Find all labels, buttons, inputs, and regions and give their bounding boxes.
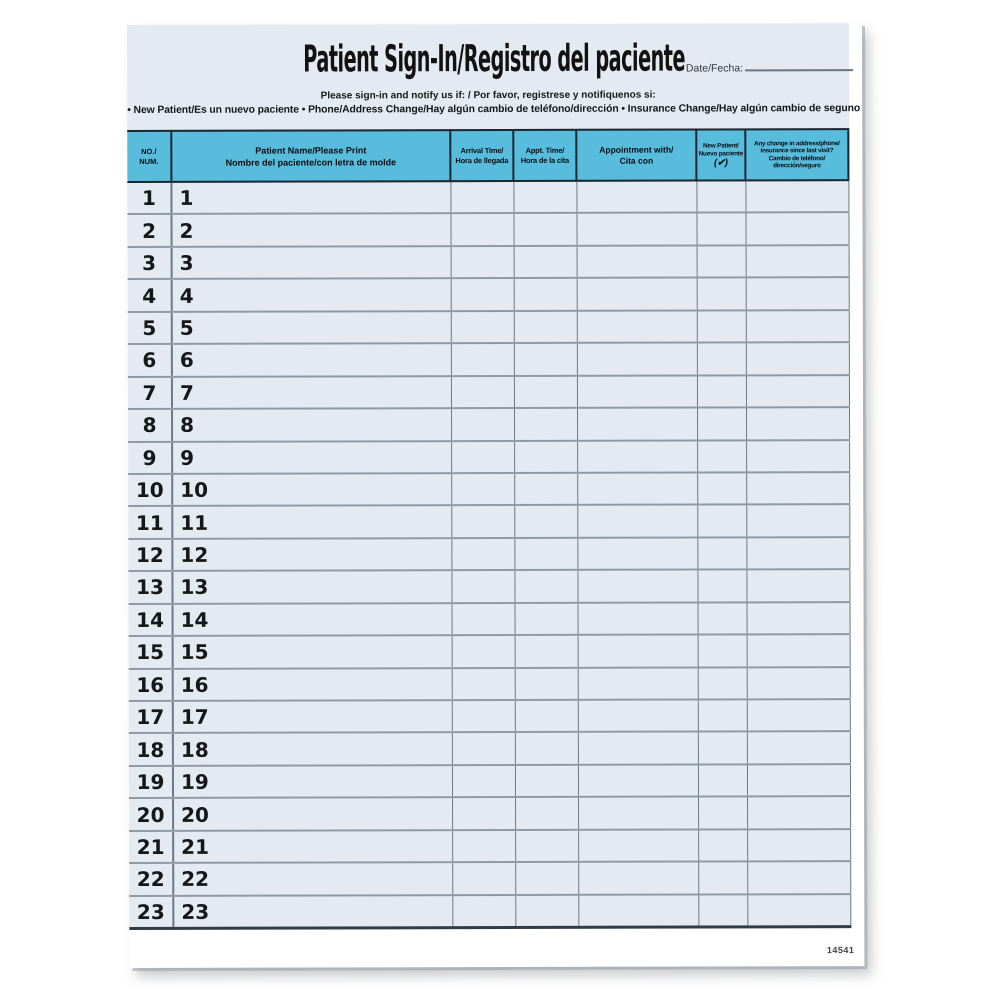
patient-sign-in-sheet	[127, 23, 864, 968]
column-header-line: New Patient/	[702, 142, 739, 150]
new-patient-cell	[698, 473, 747, 504]
row-number-cell: 8	[128, 410, 173, 441]
sign-in-row	[128, 408, 850, 442]
arrival-cell	[452, 279, 515, 310]
appt-cell	[515, 474, 578, 505]
sign-in-row	[127, 214, 849, 248]
sign-in-table	[127, 128, 851, 930]
form-print-area	[127, 23, 861, 930]
column-header-appointment-with	[577, 131, 697, 180]
row-number-cell: 3	[128, 248, 173, 279]
address-change-cell	[748, 862, 851, 893]
new-patient-cell	[699, 733, 748, 764]
column-header-address-change	[746, 130, 849, 179]
sign-in-row	[129, 635, 851, 669]
appt-cell	[515, 376, 578, 407]
appointment-with-cell	[579, 830, 699, 861]
arrival-cell	[453, 766, 516, 797]
row-number-cell: 13	[128, 572, 173, 603]
appt-cell	[516, 766, 579, 797]
patient-name-cell: 23	[174, 896, 453, 927]
arrival-cell	[451, 214, 514, 245]
column-header-line: Patient Name/Please Print	[255, 144, 367, 156]
address-change-cell	[748, 733, 851, 764]
address-change-cell	[748, 635, 851, 666]
date-label: Date/Fecha:	[685, 62, 744, 75]
patient-name-cell: 15	[174, 636, 453, 667]
sign-in-row	[128, 538, 850, 572]
patient-name-cell: 21	[174, 831, 453, 862]
form-title-text: Patient Sign-In/Registro del paciente	[303, 36, 686, 81]
arrival-cell	[453, 896, 516, 927]
address-change-cell	[748, 830, 851, 861]
appt-cell	[515, 506, 578, 537]
new-patient-cell	[699, 603, 748, 634]
patient-name-cell: 20	[174, 798, 453, 829]
sign-in-row	[129, 895, 851, 930]
patient-name-cell: 14	[174, 604, 453, 635]
row-number-cell: 21	[129, 832, 174, 863]
appt-cell	[516, 895, 579, 926]
appointment-with-cell	[578, 441, 698, 472]
row-number-cell: 4	[128, 280, 173, 311]
sign-in-row	[128, 376, 850, 410]
address-change-cell	[746, 181, 849, 212]
appointment-with-cell	[579, 668, 699, 699]
column-header-new-patient	[697, 130, 746, 179]
arrival-cell	[452, 377, 515, 408]
arrival-cell	[453, 701, 516, 732]
row-number-cell: 1	[127, 183, 172, 214]
row-number-cell: 12	[128, 540, 173, 571]
appt-cell	[515, 409, 578, 440]
appt-cell	[515, 344, 578, 375]
address-change-cell	[747, 408, 850, 439]
patient-name-cell: 11	[173, 507, 452, 538]
appt-cell	[515, 247, 578, 278]
patient-name-cell: 13	[173, 571, 452, 602]
arrival-cell	[452, 539, 515, 570]
appointment-with-cell	[578, 279, 698, 310]
sign-in-row	[128, 441, 850, 475]
sign-in-row	[129, 603, 851, 637]
new-patient-cell	[698, 246, 747, 277]
appointment-with-cell	[578, 376, 698, 407]
patient-name-cell: 8	[173, 409, 452, 440]
arrival-cell	[453, 604, 516, 635]
column-header-name	[172, 131, 451, 181]
address-change-cell	[747, 278, 850, 309]
address-change-cell	[747, 441, 850, 472]
table-body	[127, 181, 851, 930]
appt-cell	[514, 214, 577, 245]
row-number-cell: 15	[129, 637, 174, 668]
date-field	[686, 58, 853, 76]
address-change-cell	[746, 214, 849, 245]
appointment-with-cell	[579, 603, 699, 634]
address-change-cell	[748, 797, 851, 828]
new-patient-cell	[699, 700, 748, 731]
appointment-with-cell	[578, 571, 698, 602]
column-header-line: Nombre del paciente/con letra de molde	[225, 156, 397, 168]
arrival-cell	[453, 733, 516, 764]
row-number-cell: 11	[128, 507, 173, 538]
appt-cell	[516, 604, 579, 635]
column-header-line: Cambio de teléfono/	[768, 154, 826, 162]
row-number-cell: 16	[129, 669, 174, 700]
sign-in-row	[128, 343, 850, 377]
column-header-line: Appt. Time/	[525, 145, 565, 155]
appointment-with-cell	[578, 538, 698, 569]
patient-name-cell: 18	[174, 734, 453, 765]
appt-cell	[515, 571, 578, 602]
sign-in-row	[129, 668, 851, 702]
new-patient-cell	[699, 798, 748, 829]
sign-in-row	[129, 862, 851, 896]
column-header-line: Cita con	[619, 155, 654, 166]
address-change-cell	[747, 311, 850, 342]
new-patient-cell	[699, 863, 748, 894]
row-number-cell: 9	[128, 442, 173, 473]
arrival-cell	[452, 247, 515, 278]
sign-in-row	[129, 765, 851, 799]
appointment-with-cell	[579, 798, 699, 829]
table-header-row	[127, 128, 849, 183]
new-patient-cell	[698, 538, 747, 569]
instruction-bullets: • New Patient/Es un nuevo paciente • Phone/Address Change/Hay algún cambio de teléfono/dirección • Insurance Change/Hay algún cambio de seguno	[127, 103, 861, 116]
appointment-with-cell	[579, 733, 699, 764]
appt-cell	[515, 441, 578, 472]
sign-in-row	[129, 830, 851, 864]
column-header-line: NO./	[141, 146, 157, 156]
new-patient-cell	[698, 506, 747, 537]
appointment-with-cell	[579, 701, 699, 732]
address-change-cell	[747, 570, 850, 601]
address-change-cell	[748, 765, 851, 796]
patient-name-cell: 6	[173, 344, 452, 375]
new-patient-cell	[699, 895, 748, 926]
appt-cell	[516, 701, 579, 732]
appt-cell	[516, 668, 579, 699]
column-header-line: Nuevo paciente	[698, 150, 744, 158]
arrival-cell	[453, 863, 516, 894]
appt-cell	[514, 182, 577, 213]
appointment-with-cell	[578, 311, 698, 342]
arrival-cell	[452, 506, 515, 537]
row-number-cell: 22	[129, 864, 174, 895]
arrival-cell	[452, 312, 515, 343]
arrival-cell	[452, 441, 515, 472]
appointment-with-cell	[578, 246, 698, 277]
patient-name-cell: 17	[174, 701, 453, 732]
patient-name-cell: 9	[173, 442, 452, 473]
row-number-cell: 7	[128, 378, 173, 409]
appt-cell	[515, 312, 578, 343]
column-header-line: insurance since last visit?	[760, 147, 834, 155]
new-patient-cell	[699, 668, 748, 699]
appt-cell	[516, 863, 579, 894]
row-number-cell: 6	[128, 345, 173, 376]
appt-cell	[516, 831, 579, 862]
appt-cell	[516, 798, 579, 829]
appointment-with-cell	[579, 863, 699, 894]
sign-in-row	[128, 278, 850, 312]
patient-name-cell: 3	[173, 247, 452, 278]
form-number: 14541	[826, 945, 855, 956]
appt-cell	[515, 539, 578, 570]
column-header-line: NUM.	[139, 156, 159, 166]
appointment-with-cell	[579, 895, 699, 926]
arrival-cell	[452, 474, 515, 505]
arrival-cell	[452, 571, 515, 602]
address-change-cell	[747, 343, 850, 374]
address-change-cell	[748, 603, 851, 634]
column-header-appt	[514, 131, 577, 180]
column-header-num	[127, 132, 172, 181]
new-patient-cell	[698, 344, 747, 375]
appointment-with-cell	[578, 409, 698, 440]
sign-in-row	[129, 797, 851, 831]
sign-in-row	[127, 181, 849, 215]
instruction-heading: Please sign-in and notify us if: / Por favor, registrese y notifiquenos si:	[320, 89, 656, 102]
patient-name-cell: 10	[173, 474, 452, 505]
column-header-line: Any change in address/phone/	[753, 139, 840, 148]
arrival-cell	[452, 409, 515, 440]
patient-name-cell: 7	[173, 377, 452, 408]
sign-in-row	[128, 505, 850, 539]
row-number-cell: 18	[129, 734, 174, 765]
new-patient-cell	[698, 408, 747, 439]
new-patient-cell	[699, 830, 748, 861]
appt-cell	[516, 733, 579, 764]
new-patient-cell	[699, 765, 748, 796]
address-change-cell	[748, 668, 851, 699]
appointment-with-cell	[578, 344, 698, 375]
new-patient-cell	[697, 214, 746, 245]
new-patient-cell	[699, 636, 748, 667]
patient-name-cell: 16	[174, 669, 453, 700]
new-patient-cell	[698, 279, 747, 310]
column-header-line: dirección/seguro	[773, 162, 821, 170]
patient-name-cell: 4	[173, 279, 452, 310]
address-change-cell	[748, 700, 851, 731]
title-row	[127, 31, 849, 87]
new-patient-cell	[697, 181, 746, 212]
sign-in-row	[128, 570, 850, 604]
patient-name-cell: 1	[172, 182, 451, 213]
arrival-cell	[453, 798, 516, 829]
address-change-cell	[747, 473, 850, 504]
row-number-cell: 2	[127, 215, 172, 246]
address-change-cell	[747, 538, 850, 569]
address-change-cell	[748, 895, 851, 926]
patient-name-cell: 5	[173, 312, 452, 343]
new-patient-cell	[698, 571, 747, 602]
address-change-cell	[747, 246, 850, 277]
new-patient-cell	[698, 311, 747, 342]
row-number-cell: 5	[128, 313, 173, 344]
appt-cell	[516, 636, 579, 667]
row-number-cell: 19	[129, 767, 174, 798]
column-header-arrival	[451, 131, 514, 180]
appointment-with-cell	[577, 214, 697, 245]
row-number-cell: 10	[128, 475, 173, 506]
appt-cell	[515, 279, 578, 310]
patient-name-cell: 22	[174, 863, 453, 894]
arrival-cell	[451, 182, 514, 213]
patient-name-cell: 19	[174, 766, 453, 797]
sign-in-row	[128, 311, 850, 345]
column-header-line: (✔)	[714, 156, 728, 169]
patient-name-cell: 12	[173, 539, 452, 570]
address-change-cell	[747, 376, 850, 407]
row-number-cell: 20	[129, 799, 174, 830]
arrival-cell	[452, 344, 515, 375]
appointment-with-cell	[577, 182, 697, 213]
address-change-cell	[747, 505, 850, 536]
row-number-cell: 14	[129, 605, 174, 636]
appointment-with-cell	[579, 636, 699, 667]
sign-in-row	[129, 733, 851, 767]
column-header-line: Arrival Time/	[460, 146, 504, 156]
column-header-line: Hora de llegada	[455, 155, 509, 165]
row-number-cell: 17	[129, 702, 174, 733]
arrival-cell	[453, 669, 516, 700]
column-header-line: Hora de la cita	[520, 155, 570, 165]
appointment-with-cell	[579, 765, 699, 796]
new-patient-cell	[698, 376, 747, 407]
sign-in-row	[128, 473, 850, 507]
appointment-with-cell	[578, 506, 698, 537]
new-patient-cell	[698, 441, 747, 472]
arrival-cell	[453, 636, 516, 667]
column-header-line: Appointment with/	[599, 144, 674, 155]
patient-name-cell: 2	[172, 215, 451, 246]
arrival-cell	[453, 831, 516, 862]
sign-in-row	[129, 700, 851, 734]
row-number-cell: 23	[129, 897, 174, 928]
sign-in-row	[128, 246, 850, 280]
date-blank-line	[745, 60, 853, 71]
appointment-with-cell	[578, 473, 698, 504]
